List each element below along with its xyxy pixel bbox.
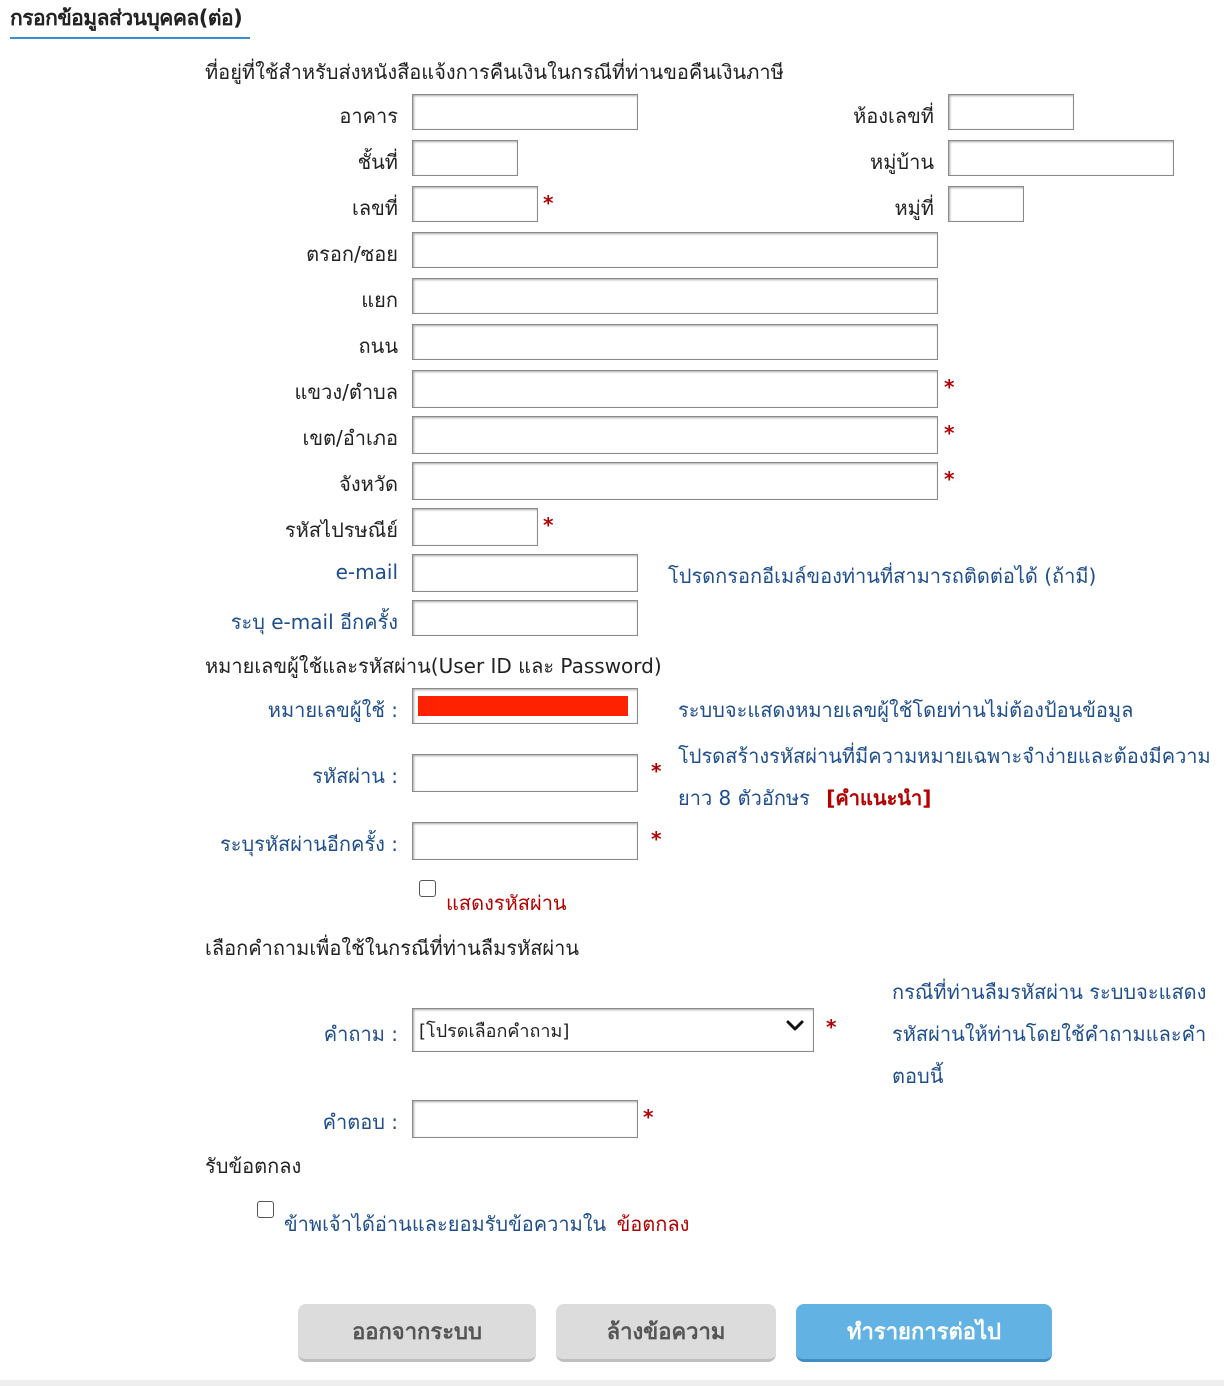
district-input[interactable] <box>412 416 938 454</box>
terms-heading: รับข้อตกลง <box>205 1154 302 1178</box>
junction-label: แยก <box>361 288 398 312</box>
section-title: กรอกข้อมูลส่วนบุคคล(ต่อ) <box>10 6 243 30</box>
subdistrict-label: แขวง/ตำบล <box>294 380 398 404</box>
junction-input[interactable] <box>412 278 938 314</box>
password-confirm-label: ระบุรหัสผ่านอีกครั้ง : <box>219 832 398 856</box>
password-guide-link[interactable]: [คำแนะนำ] <box>826 786 932 810</box>
accept-terms-label: ข้าพเจ้าได้อ่านและยอมรับข้อความใน <box>284 1212 607 1236</box>
password-hint-line2 <box>678 782 931 814</box>
room-input[interactable] <box>948 94 1074 130</box>
province-label: จังหวัด <box>339 472 398 496</box>
question-required-mark: * <box>826 1015 837 1039</box>
alley-label: ตรอก/ซอย <box>306 242 398 266</box>
subdistrict-input[interactable] <box>412 370 938 408</box>
question-hint-line1: กรณีที่ท่านลืมรหัสผ่าน ระบบจะแสดง <box>892 980 1207 1004</box>
answer-required-mark: * <box>643 1105 654 1129</box>
user-id-redaction <box>418 696 628 716</box>
password-label: รหัสผ่าน : <box>312 764 398 788</box>
postcode-input[interactable] <box>412 508 538 546</box>
subdistrict-required-mark: * <box>944 375 955 399</box>
room-label: ห้องเลขที่ <box>853 104 934 128</box>
next-button[interactable]: ทำรายการต่อไป <box>796 1304 1052 1362</box>
question-selected-value: [โปรดเลือกคำถาม] <box>419 1021 570 1042</box>
province-required-mark: * <box>944 467 955 491</box>
show-password-label[interactable]: แสดงรหัสผ่าน <box>446 891 567 915</box>
show-password-checkbox[interactable] <box>419 880 436 897</box>
province-input[interactable] <box>412 462 938 500</box>
house-number-required-mark: * <box>543 191 554 215</box>
user-id-hint: ระบบจะแสดงหมายเลขผู้ใช้โดยท่านไม่ต้องป้อนข้อมูล <box>678 698 1134 722</box>
email-field[interactable] <box>412 554 638 592</box>
footer-divider <box>0 1380 1224 1386</box>
accept-terms-text <box>284 1208 689 1240</box>
email-label: e-mail <box>335 560 398 584</box>
password-confirm-required-mark: * <box>651 827 662 851</box>
alley-input[interactable] <box>412 232 938 268</box>
password-confirm-field[interactable] <box>412 822 638 860</box>
postcode-required-mark: * <box>543 513 554 537</box>
moo-input[interactable] <box>948 186 1024 222</box>
floor-label: ชั้นที่ <box>357 150 398 174</box>
road-label: ถนน <box>358 334 398 358</box>
postcode-label: รหัสไปรษณีย์ <box>284 518 398 542</box>
logout-button[interactable]: ออกจากระบบ <box>298 1304 536 1362</box>
email-confirm-label: ระบุ e-mail อีกครั้ง <box>230 610 398 634</box>
building-input[interactable] <box>412 94 638 130</box>
moo-label: หมู่ที่ <box>894 196 934 220</box>
house-number-input[interactable] <box>412 186 538 222</box>
password-hint-text: ยาว 8 ตัวอักษร <box>678 786 810 810</box>
road-input[interactable] <box>412 324 938 360</box>
password-hint-line1: โปรดสร้างรหัสผ่านที่มีความหมายเฉพาะจำง่ายและต้องมีความ <box>678 744 1211 768</box>
district-label: เขต/อำเภอ <box>302 426 398 450</box>
section-title-underline <box>10 37 250 39</box>
building-label: อาคาร <box>339 104 398 128</box>
security-heading: เลือกคำถามเพื่อใช้ในกรณีที่ท่านลืมรหัสผ่าน <box>205 936 580 960</box>
question-hint-line3: ตอบนี้ <box>892 1064 944 1088</box>
question-label: คำถาม : <box>323 1022 398 1046</box>
password-required-mark: * <box>651 759 662 783</box>
village-label: หมู่บ้าน <box>870 150 934 174</box>
user-id-label: หมายเลขผู้ใช้ : <box>267 698 398 722</box>
district-required-mark: * <box>944 421 955 445</box>
answer-label: คำตอบ : <box>322 1110 398 1134</box>
terms-link[interactable]: ข้อตกลง <box>616 1212 690 1236</box>
village-input[interactable] <box>948 140 1174 176</box>
address-heading: ที่อยู่ที่ใช้สำหรับส่งหนังสือแจ้งการคืนเงินในกรณีที่ท่านขอคืนเงินภาษี <box>205 60 784 84</box>
chevron-down-icon <box>785 1015 805 1040</box>
house-number-label: เลขที่ <box>352 196 398 220</box>
account-heading: หมายเลขผู้ใช้และรหัสผ่าน(User ID และ Password) <box>205 654 662 678</box>
clear-button[interactable]: ล้างข้อความ <box>556 1304 776 1362</box>
password-field[interactable] <box>412 754 638 792</box>
answer-field[interactable] <box>412 1100 638 1138</box>
email-confirm-field[interactable] <box>412 600 638 636</box>
accept-terms-checkbox[interactable] <box>257 1201 274 1218</box>
question-hint-line2: รหัสผ่านให้ท่านโดยใช้คำถามและคำ <box>892 1022 1207 1046</box>
floor-input[interactable] <box>412 140 518 176</box>
question-select[interactable] <box>412 1008 814 1052</box>
email-hint: โปรดกรอกอีเมล์ของท่านที่สามารถติดต่อได้ (ถ้ามี) <box>668 564 1097 588</box>
